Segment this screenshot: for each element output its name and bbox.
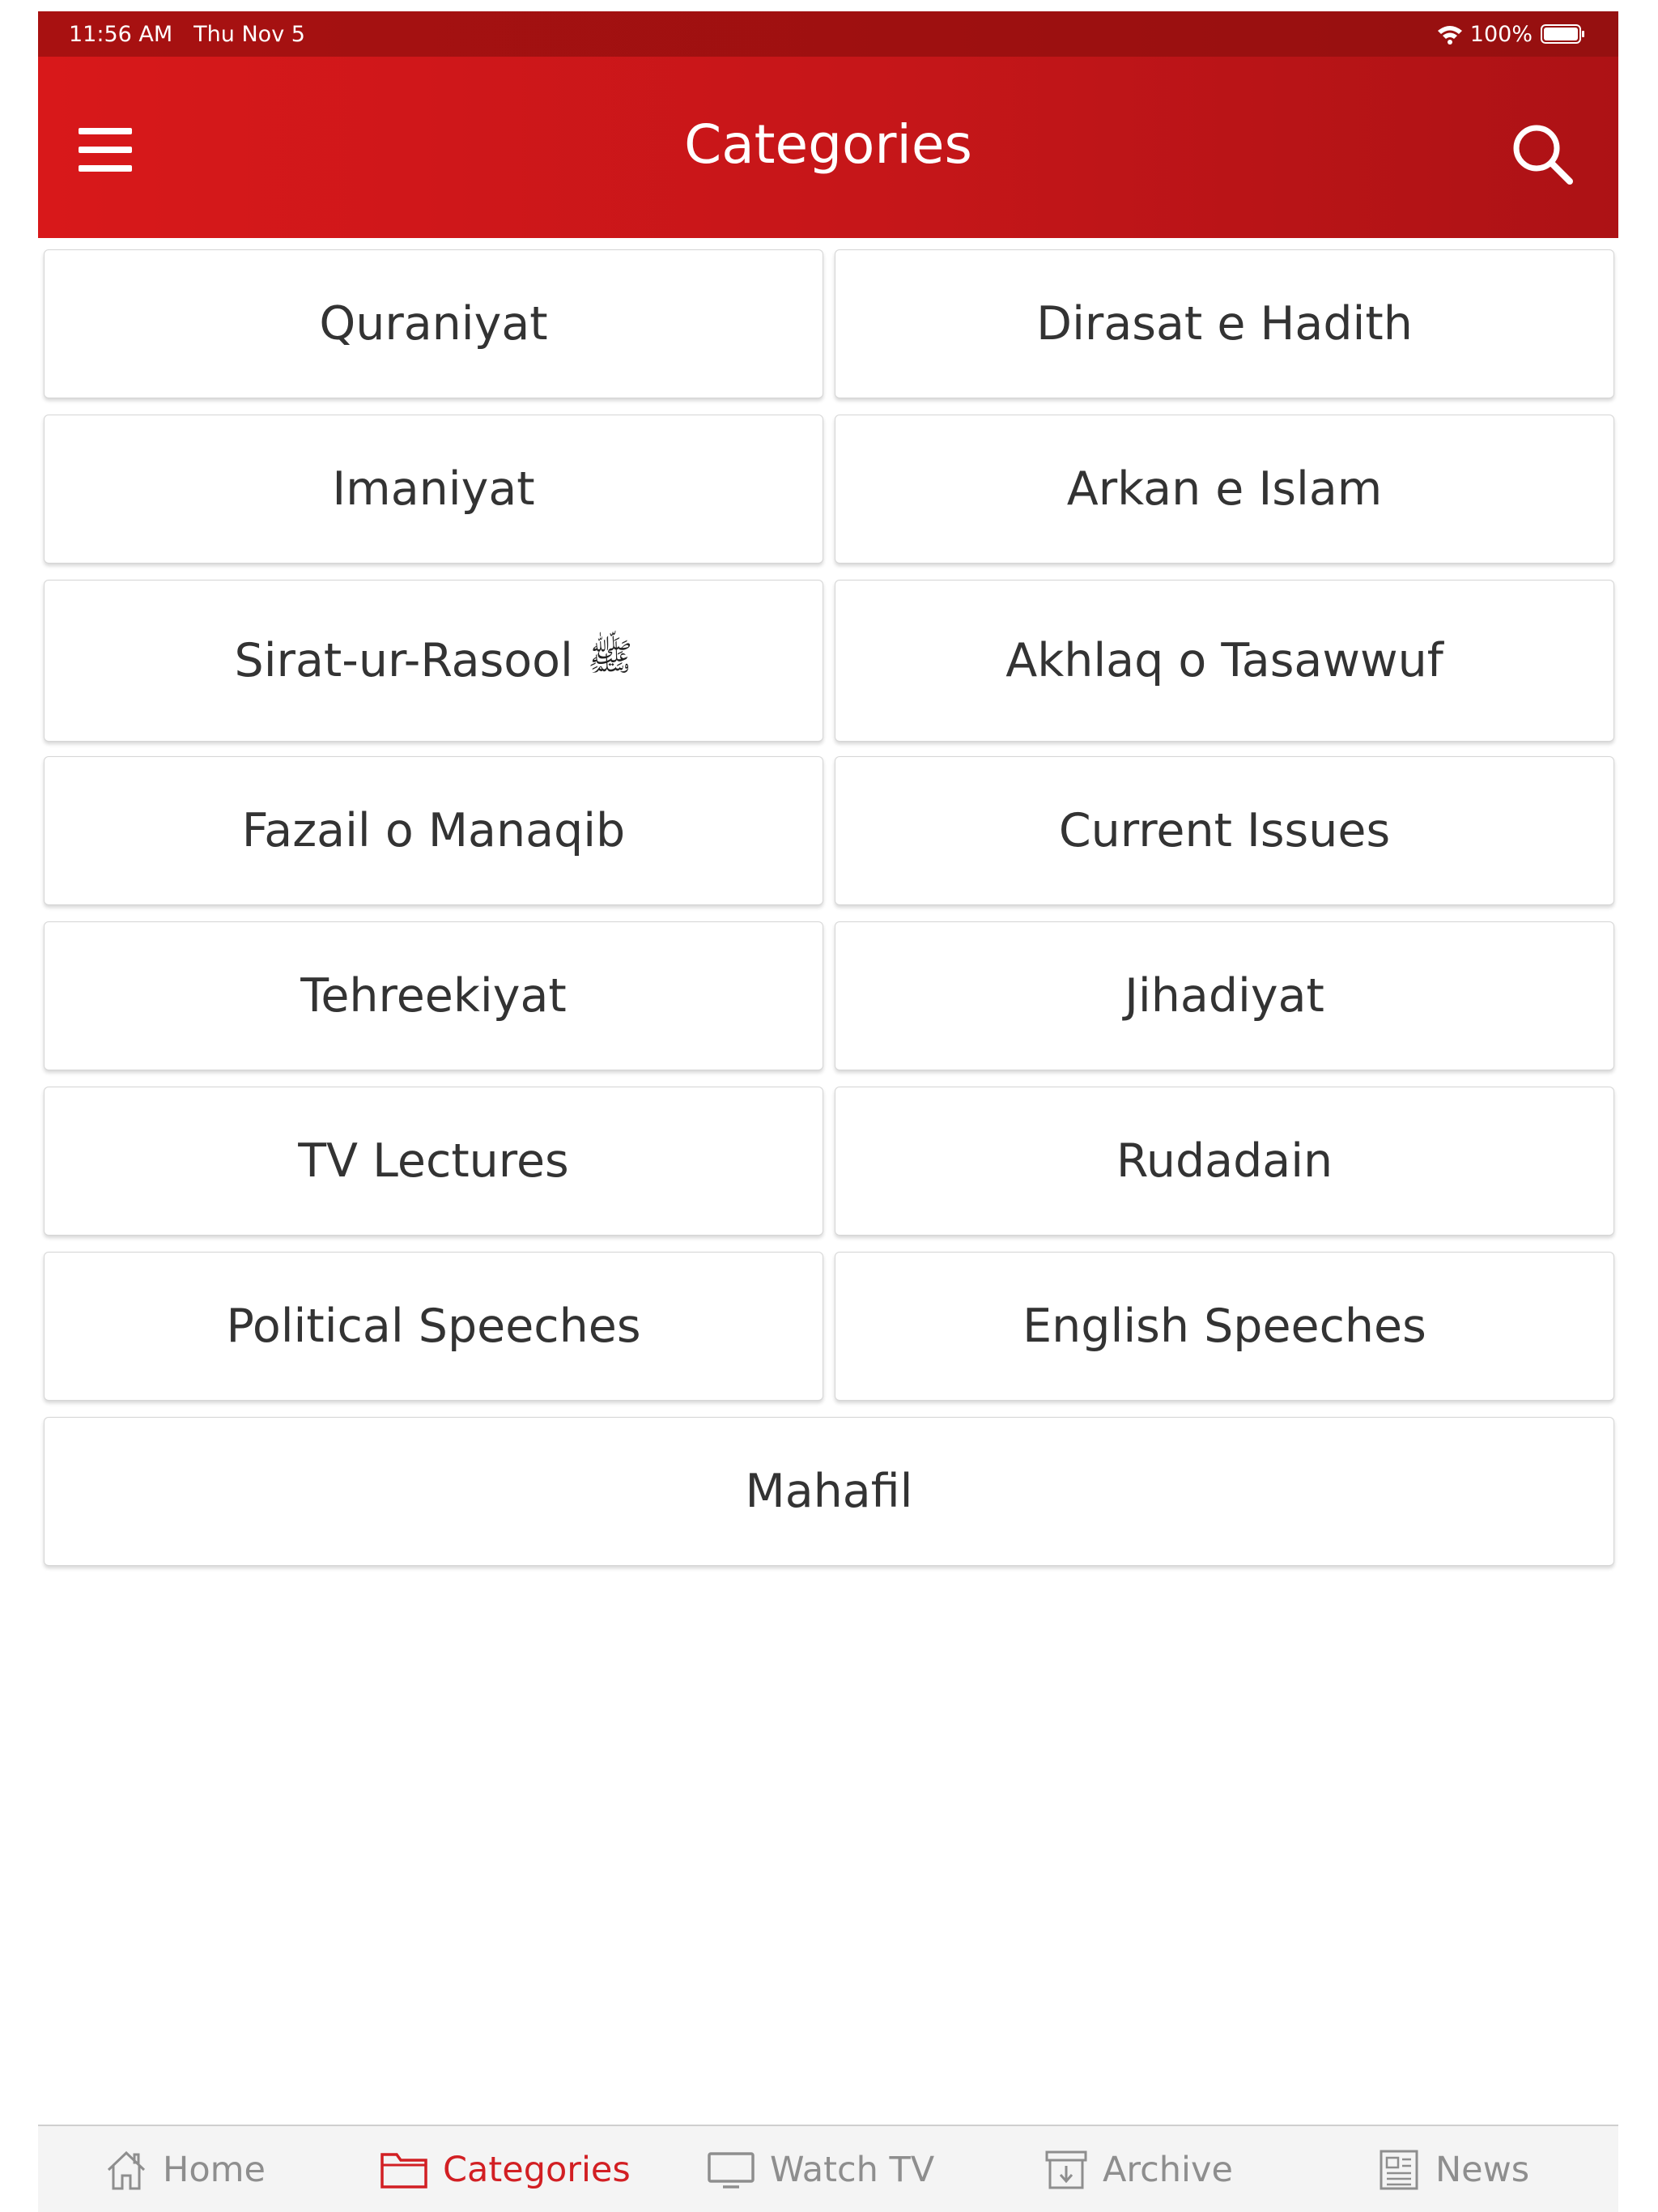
category-wrap bbox=[1005, 634, 1443, 687]
search-icon[interactable] bbox=[1510, 121, 1575, 186]
status-bar bbox=[38, 11, 1618, 57]
category-wrap bbox=[319, 297, 547, 351]
category-label: Imaniyat bbox=[332, 462, 535, 516]
category-label: Rudadain bbox=[1116, 1134, 1333, 1188]
category-akhlaq-o-tasawwuf[interactable] bbox=[835, 580, 1614, 742]
category-label: English Speeches bbox=[1022, 1300, 1426, 1353]
tab-home[interactable] bbox=[104, 2126, 266, 2212]
category-label: Mahafil bbox=[745, 1465, 913, 1518]
tab-categories-label: Categories bbox=[443, 2150, 631, 2190]
category-wrap bbox=[242, 804, 625, 857]
category-fazail-o-manaqib[interactable] bbox=[44, 756, 823, 905]
tab-bar bbox=[38, 2125, 1618, 2212]
battery-icon bbox=[1541, 23, 1586, 45]
category-label: Jihadiyat bbox=[1124, 969, 1324, 1023]
tab-archive[interactable] bbox=[1044, 2126, 1233, 2212]
app-screen bbox=[38, 11, 1618, 2212]
category-label: Political Speeches bbox=[226, 1300, 641, 1353]
tab-news[interactable] bbox=[1377, 2126, 1529, 2212]
category-arkan-e-islam[interactable] bbox=[835, 415, 1614, 564]
category-label: Arkan e Islam bbox=[1066, 462, 1383, 516]
category-wrap bbox=[1022, 1300, 1426, 1353]
wifi-icon bbox=[1436, 23, 1464, 45]
status-time: 11:56 AM bbox=[69, 21, 173, 47]
navigation-bar bbox=[38, 57, 1618, 238]
page-title: Categories bbox=[684, 113, 972, 176]
battery-percent: 100% bbox=[1469, 21, 1533, 47]
news-icon bbox=[1377, 2148, 1421, 2192]
category-english-speeches[interactable] bbox=[835, 1252, 1614, 1401]
category-political-speeches[interactable] bbox=[44, 1252, 823, 1401]
category-label: Sirat-ur-Rasool bbox=[234, 634, 573, 687]
category-wrap bbox=[332, 462, 534, 516]
archive-icon bbox=[1044, 2148, 1088, 2192]
tab-archive-label: Archive bbox=[1103, 2150, 1233, 2190]
category-imaniyat[interactable] bbox=[44, 415, 823, 564]
category-dirasat-e-hadith[interactable] bbox=[835, 249, 1614, 398]
category-wrap bbox=[1059, 804, 1390, 857]
category-label: Fazail o Manaqib bbox=[241, 804, 626, 857]
category-label: Dirasat e Hadith bbox=[1036, 297, 1413, 351]
category-wrap bbox=[1116, 1134, 1333, 1188]
category-label: Current Issues bbox=[1058, 804, 1391, 857]
tv-icon bbox=[707, 2150, 755, 2190]
category-wrap bbox=[1067, 462, 1383, 516]
category-sirat-ur-rasool[interactable] bbox=[44, 580, 823, 742]
tab-news-label: News bbox=[1435, 2150, 1530, 2190]
salawat-calligraphy: ﷺ bbox=[587, 634, 633, 678]
tab-categories[interactable] bbox=[380, 2126, 631, 2212]
category-wrap bbox=[1124, 969, 1324, 1023]
tab-watch-tv-label: Watch TV bbox=[770, 2150, 935, 2190]
category-tv-lectures[interactable] bbox=[44, 1087, 823, 1236]
tab-watch-tv[interactable] bbox=[707, 2126, 934, 2212]
tab-home-label: Home bbox=[163, 2150, 266, 2190]
category-jihadiyat[interactable] bbox=[835, 921, 1614, 1070]
category-wrap bbox=[746, 1465, 913, 1518]
home-icon bbox=[104, 2148, 148, 2192]
category-quraniyat[interactable] bbox=[44, 249, 823, 398]
category-wrap bbox=[1036, 297, 1413, 351]
category-mahafil[interactable] bbox=[44, 1417, 1614, 1566]
category-wrap bbox=[235, 634, 633, 688]
category-wrap bbox=[226, 1300, 640, 1353]
status-date: Thu Nov 5 bbox=[193, 21, 305, 47]
category-current-issues[interactable] bbox=[835, 756, 1614, 905]
category-wrap bbox=[298, 1134, 569, 1188]
category-wrap bbox=[300, 969, 567, 1023]
category-tehreekiyat[interactable] bbox=[44, 921, 823, 1070]
category-label: Akhlaq o Tasawwuf bbox=[1005, 634, 1443, 687]
category-label: Tehreekiyat bbox=[300, 969, 567, 1023]
category-label: TV Lectures bbox=[298, 1134, 569, 1188]
folder-icon bbox=[380, 2150, 428, 2190]
category-label: Quraniyat bbox=[319, 297, 548, 351]
category-rudadain[interactable] bbox=[835, 1087, 1614, 1236]
